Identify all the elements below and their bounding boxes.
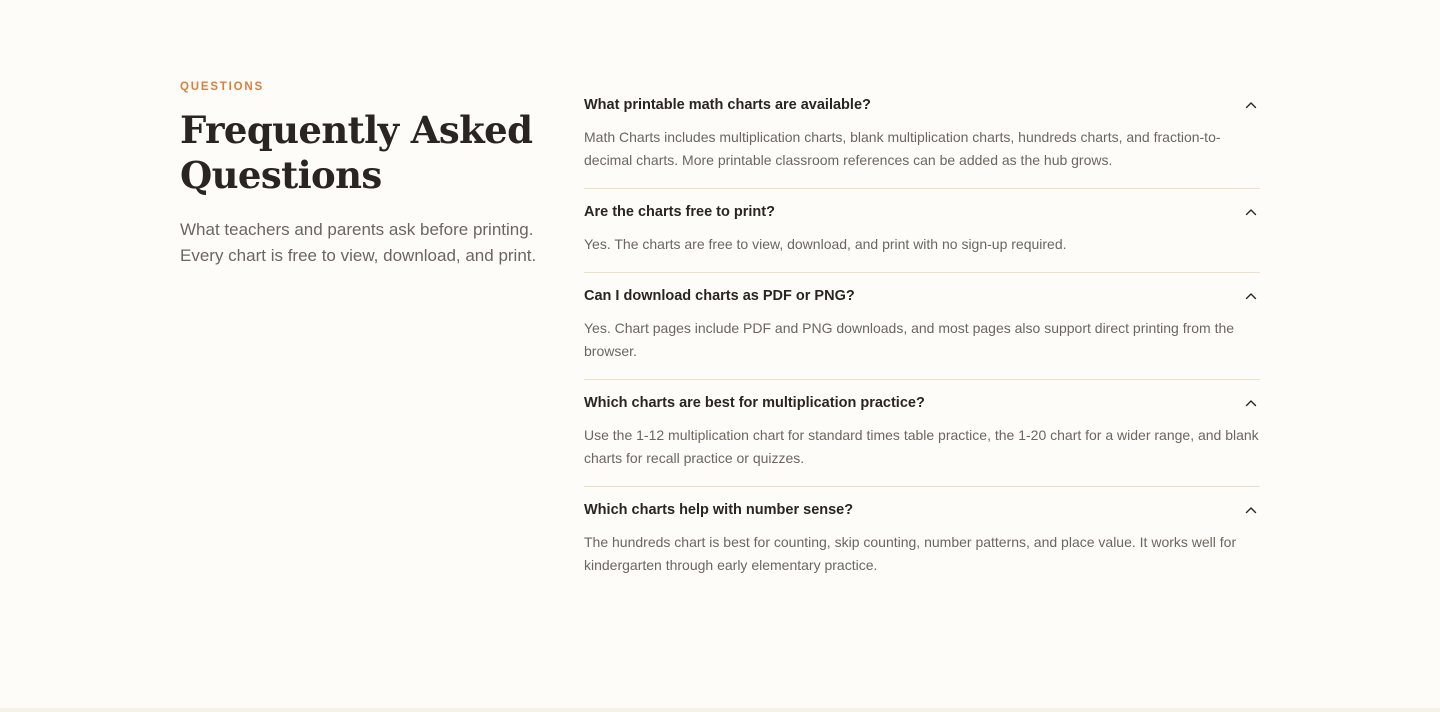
faq-item <box>584 82 1260 189</box>
faq-question: Which charts help with number sense? <box>584 502 854 518</box>
faq-list <box>584 82 1260 593</box>
faq-question-button[interactable] <box>584 82 1260 128</box>
chevron-up-icon <box>1244 503 1258 517</box>
faq-question-button[interactable] <box>584 189 1260 235</box>
faq-answer: Math Charts includes multiplication charts, blank multiplication charts, hundreds charts, and fraction-to-decimal charts. More printable classroom references can be added as the hub grows. <box>584 129 1221 168</box>
faq-answer: Yes. The charts are free to view, download, and print with no sign-up required. <box>584 236 1067 252</box>
section-eyebrow: QUESTIONS <box>180 81 264 93</box>
faq-question-button[interactable] <box>584 487 1260 533</box>
faq-answer: Use the 1-12 multiplication chart for standard times table practice, the 1-20 chart for a wider range, and blank charts for recall practice or quizzes. <box>584 427 1259 466</box>
faq-item <box>584 273 1260 380</box>
faq-question-button[interactable] <box>584 380 1260 426</box>
chevron-up-icon <box>1244 289 1258 303</box>
faq-question: Can I download charts as PDF or PNG? <box>584 288 855 304</box>
faq-question: Are the charts free to print? <box>584 204 775 220</box>
faq-answer: The hundreds chart is best for counting, skip counting, number patterns, and place value. It works well for kindergarten through early elementary practice. <box>584 534 1237 573</box>
faq-item <box>584 487 1260 593</box>
section-divider <box>0 708 1440 712</box>
faq-question: What printable math charts are available? <box>584 97 871 113</box>
faq-question-button[interactable] <box>584 273 1260 319</box>
faq-question: Which charts are best for multiplication practice? <box>584 395 925 411</box>
chevron-up-icon <box>1244 98 1258 112</box>
faq-answer: Yes. Chart pages include PDF and PNG downloads, and most pages also support direct printing from the browser. <box>584 320 1235 359</box>
chevron-up-icon <box>1244 396 1258 410</box>
page-title: Frequently Asked Questions <box>180 108 533 197</box>
faq-item <box>584 189 1260 273</box>
section-intro: What teachers and parents ask before printing. Every chart is free to view, download, and print. <box>180 220 537 265</box>
chevron-up-icon <box>1244 205 1258 219</box>
faq-header <box>180 80 540 269</box>
faq-item <box>584 380 1260 487</box>
faq-section <box>180 0 1260 708</box>
